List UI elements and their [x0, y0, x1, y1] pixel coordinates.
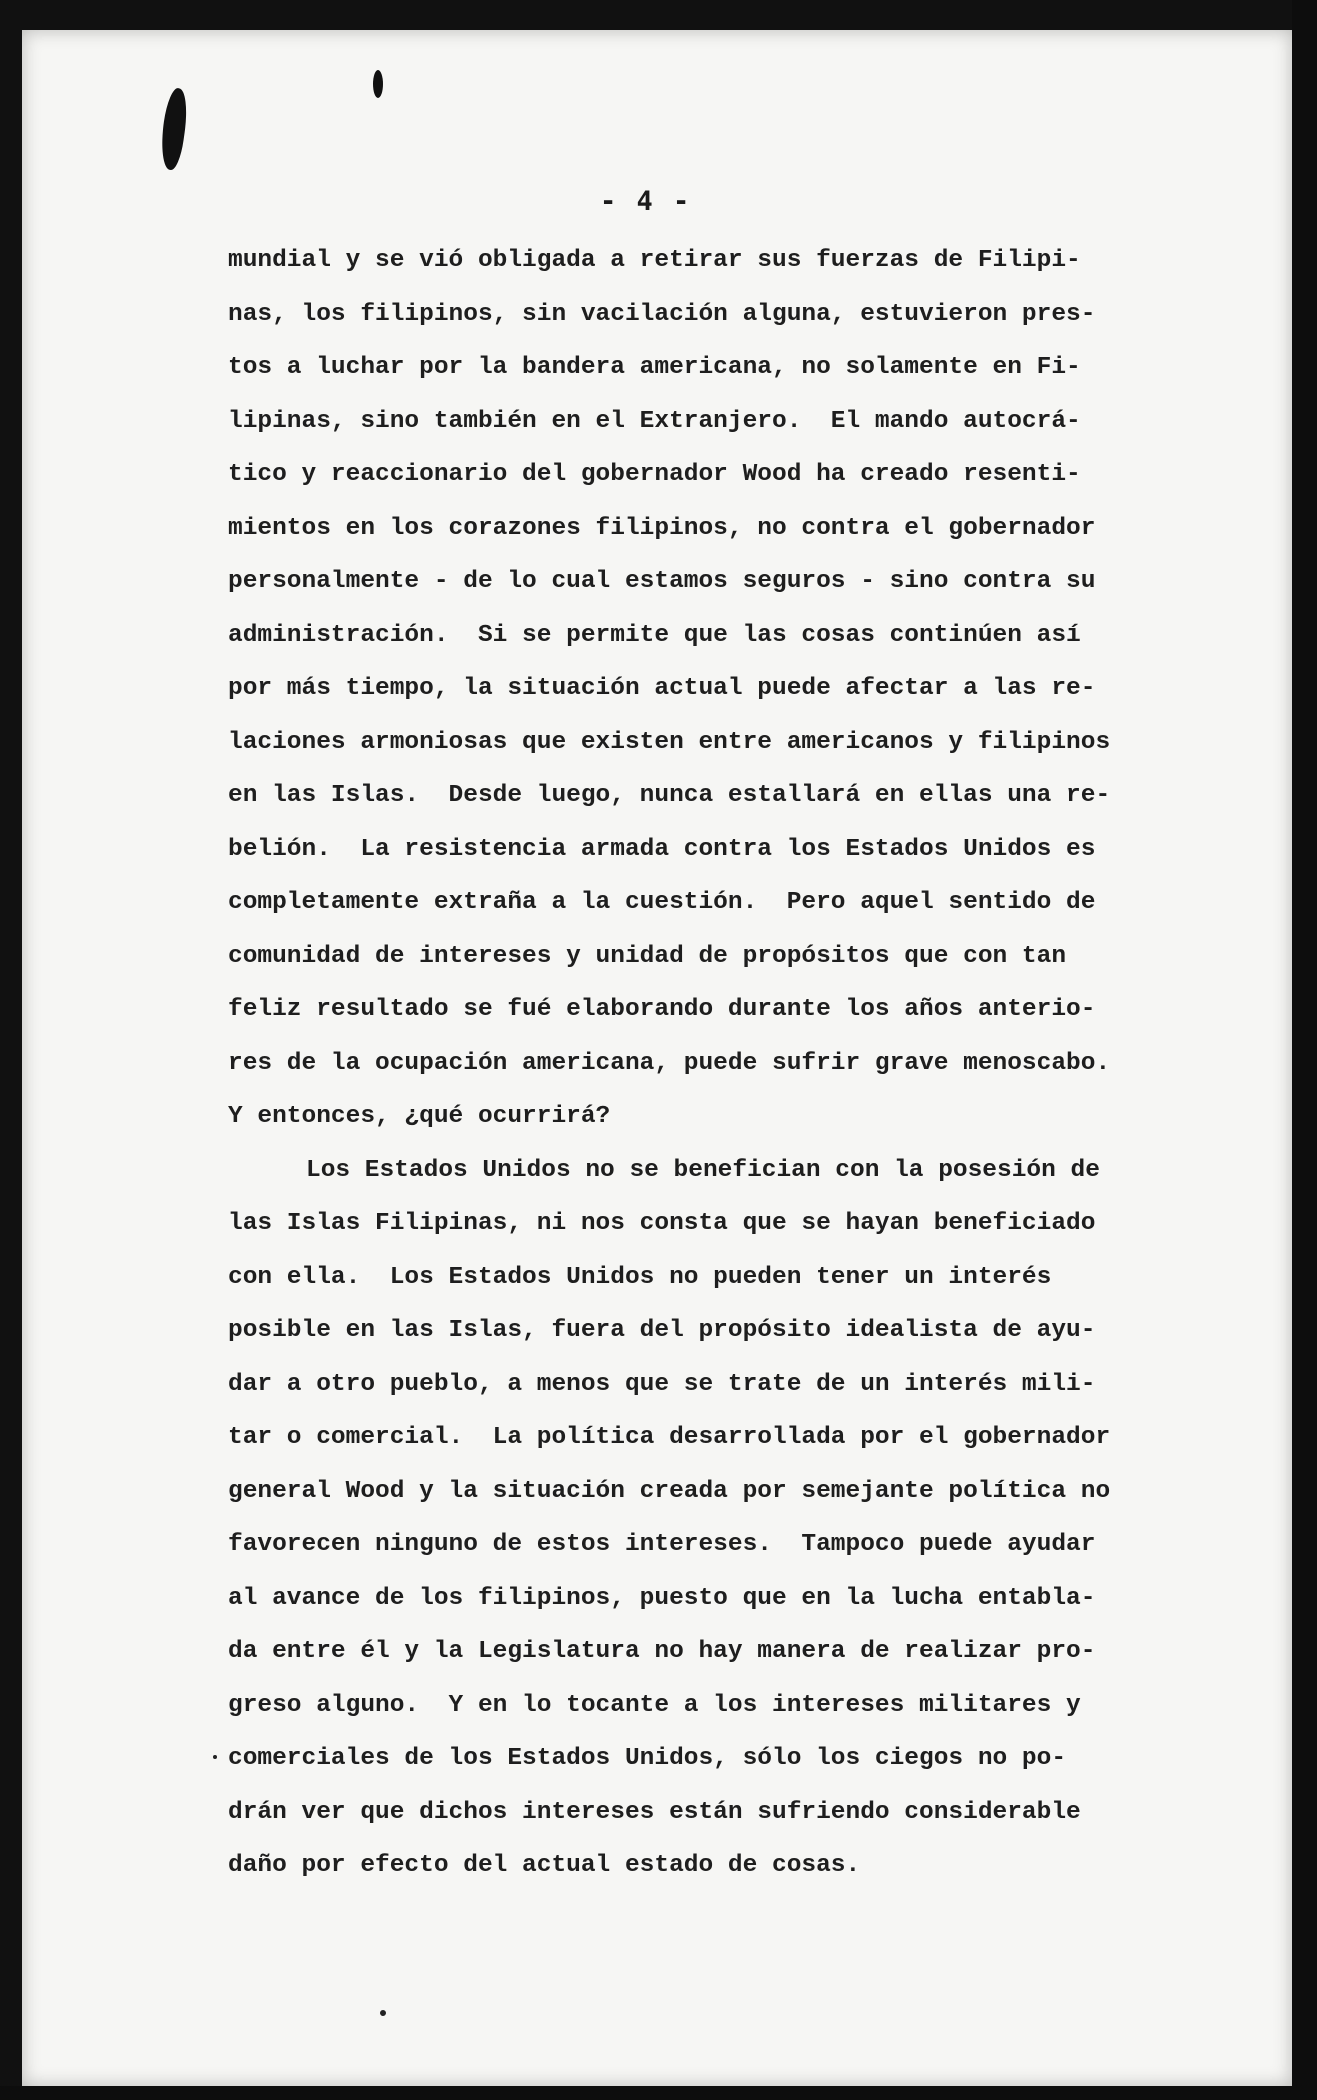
- ink-blot: [373, 70, 383, 98]
- text-line: administración. Si se permite que las cosas continúen así: [228, 621, 1081, 649]
- text-line: general Wood y la situación creada por semejante política no: [228, 1477, 1111, 1505]
- text-line: tos a luchar por la bandera americana, no solamente en Fi-: [228, 354, 1081, 381]
- text-line: feliz resultado se fué elaborando durante los años anterio-: [228, 996, 1096, 1023]
- text-line: greso alguno. Y en lo tocante a los intereses militares y: [228, 1691, 1081, 1719]
- text-line: laciones armoniosas que existen entre americanos y filipinos: [228, 728, 1111, 756]
- text-line: da entre él y la Legislatura no hay manera de realizar pro-: [228, 1638, 1096, 1665]
- text-line: personalmente - de lo cual estamos seguros - sino contra su: [228, 568, 1096, 595]
- text-line: tar o comercial. La política desarrollada por el gobernador: [228, 1424, 1111, 1451]
- document-body: [228, 234, 1188, 1893]
- text-line: con ella. Los Estados Unidos no pueden tener un interés: [228, 1263, 1052, 1291]
- text-line: res de la ocupación americana, puede sufrir grave menoscabo.: [228, 1049, 1111, 1077]
- text-line: nas, los filipinos, sin vacilación alguna, estuvieron pres-: [228, 300, 1096, 328]
- text-line: drán ver que dichos intereses están sufriendo considerable: [228, 1798, 1081, 1826]
- text-line: completamente extraña a la cuestión. Pero aquel sentido de: [228, 889, 1096, 916]
- text-line: dar a otro pueblo, a menos que se trate de un interés mili-: [228, 1370, 1096, 1398]
- text-line: comunidad de intereses y unidad de propósitos que con tan: [228, 942, 1067, 970]
- ink-speck: [213, 1755, 217, 1759]
- page-number: - 4 -: [600, 186, 692, 217]
- text-line: por más tiempo, la situación actual puede afectar a las re-: [228, 675, 1096, 702]
- text-line: daño por efecto del actual estado de cosas.: [228, 1852, 861, 1879]
- scan-border-right: [1292, 0, 1317, 2100]
- text-line: Y entonces, ¿qué ocurrirá?: [228, 1103, 611, 1130]
- text-line: tico y reaccionario del gobernador Wood ha creado resenti-: [228, 461, 1081, 488]
- ink-speck: [380, 2010, 386, 2016]
- text-line: mundial y se vió obligada a retirar sus fuerzas de Filipi-: [228, 247, 1081, 274]
- text-line: Los Estados Unidos no se benefician con la posesión de: [306, 1156, 1100, 1184]
- paragraph-1: [228, 234, 1188, 1144]
- text-line: en las Islas. Desde luego, nunca estallará en ellas una re-: [228, 782, 1111, 809]
- paragraph-2: [228, 1144, 1188, 1893]
- scan-border-bottom: [0, 2086, 1317, 2100]
- text-line: belión. La resistencia armada contra los Estados Unidos es: [228, 835, 1096, 863]
- text-line: lipinas, sino también en el Extranjero. El mando autocrá-: [228, 407, 1081, 435]
- text-line: al avance de los filipinos, puesto que en la lucha entabla-: [228, 1584, 1096, 1612]
- text-line: mientos en los corazones filipinos, no contra el gobernador: [228, 514, 1096, 542]
- text-line: favorecen ninguno de estos intereses. Tampoco puede ayudar: [228, 1531, 1096, 1558]
- text-line: comerciales de los Estados Unidos, sólo los ciegos no po-: [228, 1745, 1067, 1772]
- text-line: las Islas Filipinas, ni nos consta que se hayan beneficiado: [228, 1210, 1096, 1237]
- text-line: posible en las Islas, fuera del propósito idealista de ayu-: [228, 1317, 1096, 1344]
